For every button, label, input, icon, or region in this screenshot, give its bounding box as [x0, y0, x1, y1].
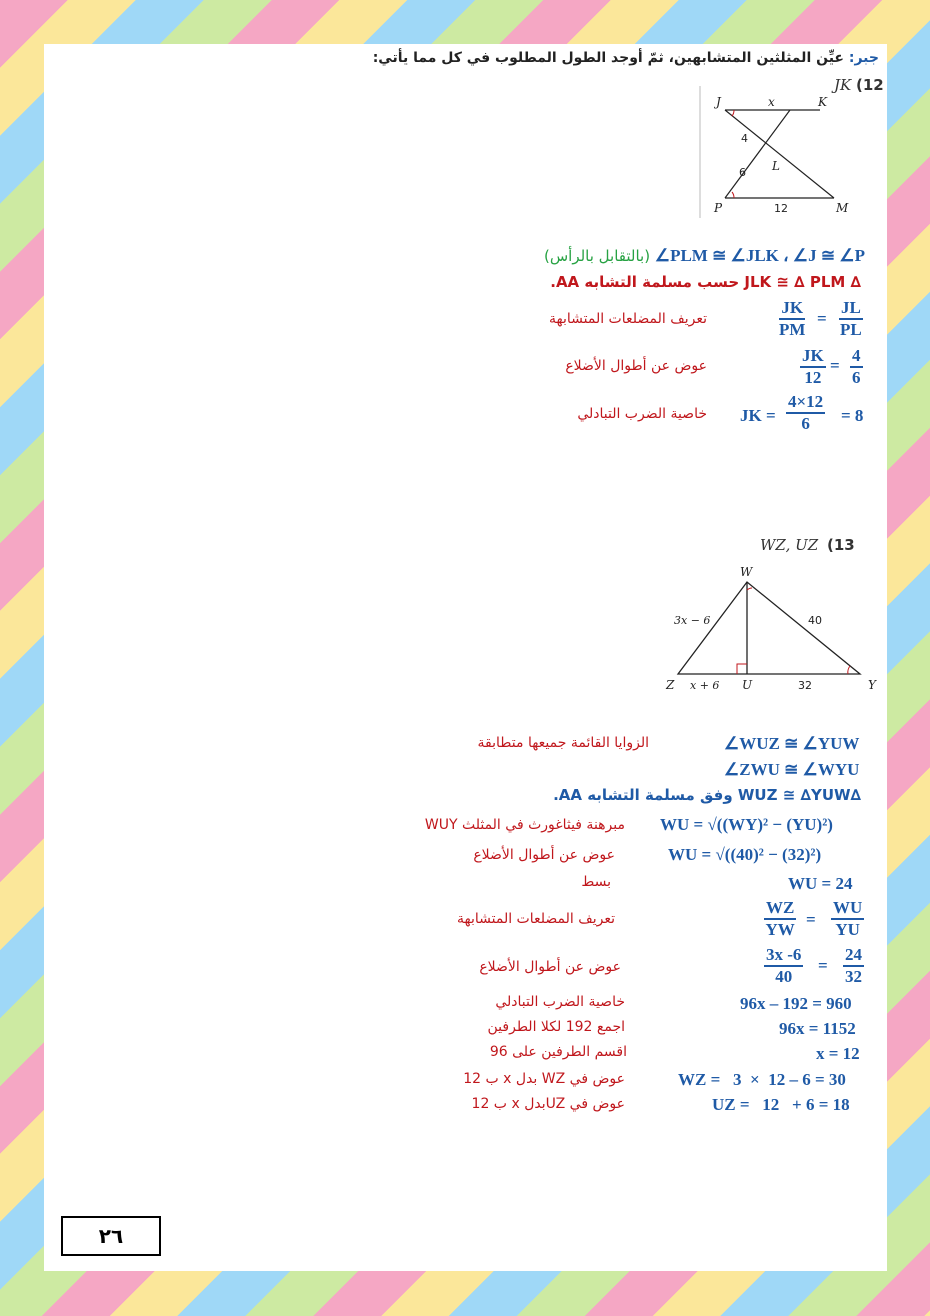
p13-f1-note: تعريف المضلعات المتشابهة	[457, 911, 615, 927]
frac-den: YU	[835, 920, 860, 939]
p12-step1-eq: =	[817, 309, 827, 328]
problem13-label	[760, 536, 855, 554]
problem12-number: (12	[856, 76, 884, 94]
frac-den: 32	[845, 967, 862, 986]
p12-step3-note: خاصية الضرب التبادلي	[577, 406, 707, 422]
p13-l8-math: 96x = 1152	[779, 1019, 856, 1038]
p12-step2-frac-right	[850, 346, 863, 388]
problem13-number: (13	[826, 536, 855, 554]
p13-l6-note: بسط	[581, 874, 611, 890]
frac-num: 4	[850, 346, 863, 368]
frac-num: WZ	[764, 898, 796, 920]
frac-den: YW	[765, 920, 795, 939]
problem13-target: WZ, UZ	[760, 536, 819, 554]
header-instruction: عيِّن المثلثين المتشابهين، ثمّ أوجد الطول المطلوب في كل مما يأتي:	[372, 50, 844, 66]
p13-l6-math: WU = 24	[788, 874, 853, 893]
figure-12	[696, 86, 866, 221]
p13-l3: ∆WUZ ≅ ∆YUW وفق مسلمة التشابه AA.	[553, 786, 861, 804]
page	[44, 44, 887, 1271]
vertex-Y: Y	[868, 678, 876, 692]
vertex-Z: Z	[666, 678, 675, 692]
frac-den: 6	[852, 368, 861, 387]
p12-step2-eq: =	[830, 356, 840, 375]
frac-den: PM	[779, 320, 806, 339]
p12-line1-reason: (بالتقابل بالرأس)	[543, 247, 651, 265]
p13-l9-note: اقسم الطرفين على 96	[489, 1044, 627, 1060]
p13-l1-note: الزوايا القائمة جميعها متطابقة	[477, 735, 649, 751]
figure-13	[664, 560, 889, 695]
p13-f1-eq: =	[806, 910, 816, 929]
p12-step1-frac-left	[779, 298, 805, 340]
p13-l7-math: 96x – 192 = 960	[740, 994, 852, 1013]
side-uy-label: 32	[798, 679, 812, 692]
p13-l7-note: خاصية الضرب التبادلي	[495, 994, 625, 1010]
vertex-P: P	[714, 201, 723, 215]
p12-line1	[544, 246, 865, 266]
p12-step1-frac-right	[839, 298, 863, 340]
label-6: 6	[739, 166, 746, 179]
frac-num: JK	[800, 346, 826, 368]
p13-l5-math: WU = √((40)² − (32)²)	[668, 845, 822, 864]
instruction-line	[373, 50, 879, 66]
label-12: 12	[774, 202, 788, 215]
p12-line1-math: ∠PLM ≅ ∠JLK ، ∠J ≅ ∠P	[654, 246, 865, 265]
p12-step2-frac-left	[800, 346, 826, 388]
p13-f2-note: عوض عن أطوال الأضلاع	[479, 959, 621, 975]
frac-num: WU	[831, 898, 864, 920]
problem12-target: JK	[834, 76, 852, 94]
p13-l4-note: مبرهنة فيثاغورث في المثلث WUY	[424, 817, 625, 833]
frac-num: JL	[839, 298, 863, 320]
p13-f1-frac-left	[764, 898, 796, 940]
p12-step2-note: عوض عن أطوال الأضلاع	[565, 358, 707, 374]
frac-num: 3x -6	[764, 945, 803, 967]
frac-den: 40	[775, 967, 793, 986]
p13-l1-math: ∠WUZ ≅ ∠YUW	[724, 734, 860, 753]
frac-num: JK	[779, 298, 805, 320]
page-number: ٢٦	[61, 1216, 161, 1256]
p13-f2-frac-right	[843, 945, 864, 987]
side-wy-label: 40	[808, 614, 822, 627]
p13-l8-note: اجمع 192 لكلا الطرفين	[487, 1019, 625, 1035]
p13-l2-math: ∠ZWU ≅ ∠WYU	[724, 760, 860, 779]
p13-l11-note: عوض في UZبدل x ب 12	[471, 1096, 625, 1112]
vertex-W: W	[740, 565, 753, 579]
label-4: 4	[741, 132, 748, 145]
frac-num: 4×12	[786, 392, 825, 414]
side-zw-label: 3x − 6	[674, 614, 711, 627]
p13-l9-math: x = 12	[816, 1044, 860, 1063]
p13-f2-frac-left	[764, 945, 803, 987]
p13-l11-math: UZ = 12 + 6 = 18	[712, 1095, 850, 1114]
frac-den: 6	[801, 414, 810, 433]
vertex-K: K	[818, 95, 827, 109]
frac-den: PL	[840, 320, 862, 339]
header-label: جبر:	[848, 50, 879, 66]
vertex-U: U	[742, 678, 753, 692]
p12-step3-lhs: JK =	[740, 406, 776, 425]
vertex-M: M	[836, 201, 849, 215]
vertex-L: L	[772, 159, 780, 173]
p13-l10-note: عوض في WZ بدل x ب 12	[463, 1071, 625, 1087]
p13-l4-math: WU = √((WY)² − (YU)²)	[660, 815, 833, 834]
p12-step3-frac	[786, 392, 825, 434]
frac-den: 12	[804, 368, 822, 387]
p13-l5-note: عوض عن أطوال الأضلاع	[473, 847, 615, 863]
p13-f1-frac-right	[831, 898, 864, 940]
p12-step1-note: تعريف المضلعات المتشابهة	[549, 311, 707, 327]
p13-l10-math: WZ = 3 × 12 – 6 = 30	[678, 1070, 846, 1089]
vertex-J: J	[716, 95, 721, 109]
label-x: x	[768, 95, 775, 109]
side-zu-label: x + 6	[690, 679, 720, 692]
p12-step3-rhs: = 8	[841, 406, 864, 425]
p12-line2: ∆ JLK ≅ ∆ PLM حسب مسلمة التشابه AA.	[550, 273, 861, 291]
frac-num: 24	[843, 945, 864, 967]
p13-f2-eq: =	[818, 956, 828, 975]
